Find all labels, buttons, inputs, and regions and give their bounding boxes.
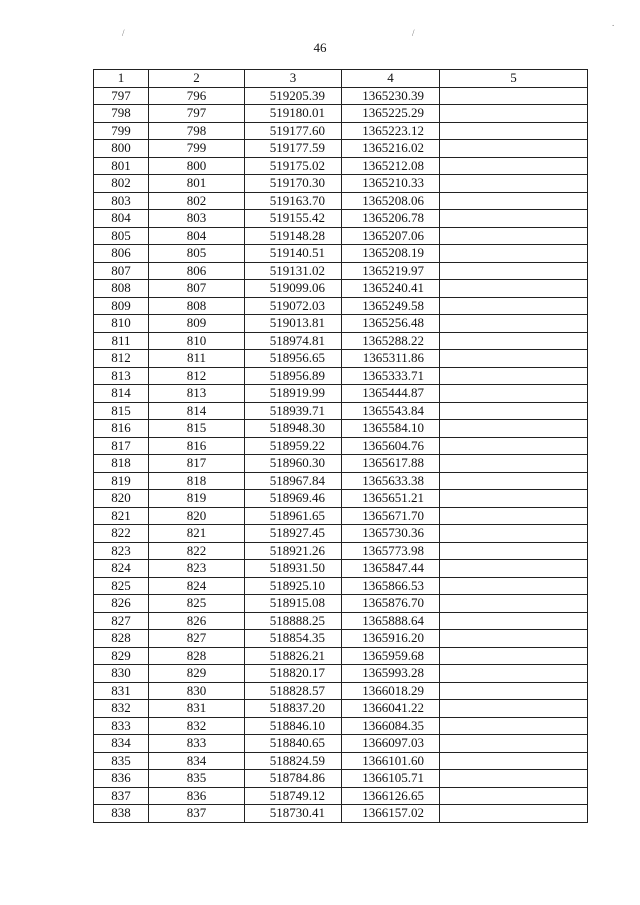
table-cell: 821 <box>94 507 149 525</box>
table-row <box>94 752 588 770</box>
table-row <box>94 332 588 350</box>
table-cell: 1365311.86 <box>342 350 440 368</box>
column-header: 5 <box>440 70 588 88</box>
table-cell: 834 <box>149 752 245 770</box>
table-cell: 518828.57 <box>245 682 342 700</box>
table-cell <box>440 245 588 263</box>
table-cell: 806 <box>94 245 149 263</box>
table-cell: 1365633.38 <box>342 472 440 490</box>
table-cell: 828 <box>94 630 149 648</box>
table-cell: 832 <box>94 700 149 718</box>
table-cell: 1365256.48 <box>342 315 440 333</box>
table-cell <box>440 157 588 175</box>
table-cell: 519099.06 <box>245 280 342 298</box>
table-cell: 1365543.84 <box>342 402 440 420</box>
table-cell: 798 <box>94 105 149 123</box>
table-cell: 835 <box>94 752 149 770</box>
table-cell: 809 <box>149 315 245 333</box>
table-cell: 799 <box>149 140 245 158</box>
table-cell: 519072.03 <box>245 297 342 315</box>
table-cell <box>440 525 588 543</box>
table-cell: 822 <box>149 542 245 560</box>
table-cell: 827 <box>94 612 149 630</box>
table-cell: 519163.70 <box>245 192 342 210</box>
table-cell: 805 <box>149 245 245 263</box>
table-cell: 806 <box>149 262 245 280</box>
table-cell <box>440 367 588 385</box>
table-cell <box>440 437 588 455</box>
table-cell: 519205.39 <box>245 87 342 105</box>
table-cell: 813 <box>149 385 245 403</box>
table-cell: 815 <box>94 402 149 420</box>
table-cell <box>440 752 588 770</box>
table-cell: 1365225.29 <box>342 105 440 123</box>
table-cell: 823 <box>149 560 245 578</box>
table-row <box>94 735 588 753</box>
table-row <box>94 612 588 630</box>
table-cell <box>440 350 588 368</box>
table-cell: 829 <box>94 647 149 665</box>
table-row <box>94 297 588 315</box>
table-cell: 519175.02 <box>245 157 342 175</box>
table-cell <box>440 402 588 420</box>
table-cell: 519148.28 <box>245 227 342 245</box>
table-cell <box>440 315 588 333</box>
table-cell: 518888.25 <box>245 612 342 630</box>
table-cell: 811 <box>94 332 149 350</box>
table-cell: 1365730.36 <box>342 525 440 543</box>
table-cell: 1366105.71 <box>342 770 440 788</box>
table-cell <box>440 647 588 665</box>
table-cell: 518959.22 <box>245 437 342 455</box>
table-cell: 1366097.03 <box>342 735 440 753</box>
table-row <box>94 87 588 105</box>
table-cell: 799 <box>94 122 149 140</box>
table-cell: 1366157.02 <box>342 805 440 823</box>
table-cell: 519013.81 <box>245 315 342 333</box>
table-cell <box>440 560 588 578</box>
table-cell: 1365617.88 <box>342 455 440 473</box>
table-cell: 812 <box>149 367 245 385</box>
table-row <box>94 175 588 193</box>
table-row <box>94 227 588 245</box>
table-cell: 801 <box>94 157 149 175</box>
table-cell: 804 <box>94 210 149 228</box>
table-cell: 817 <box>149 455 245 473</box>
table-cell: 1366084.35 <box>342 717 440 735</box>
table-cell: 813 <box>94 367 149 385</box>
table-cell: 1365847.44 <box>342 560 440 578</box>
table-cell <box>440 787 588 805</box>
table-row <box>94 245 588 263</box>
table-cell: 826 <box>149 612 245 630</box>
table-cell: 519131.02 <box>245 262 342 280</box>
table-cell: 518846.10 <box>245 717 342 735</box>
table-cell <box>440 700 588 718</box>
table-cell: 807 <box>149 280 245 298</box>
table-cell: 803 <box>94 192 149 210</box>
table-cell: 518939.71 <box>245 402 342 420</box>
table-cell: 809 <box>94 297 149 315</box>
table-cell <box>440 385 588 403</box>
table-cell <box>440 665 588 683</box>
table-row <box>94 717 588 735</box>
table-cell: 831 <box>94 682 149 700</box>
table-cell: 518840.65 <box>245 735 342 753</box>
table-cell <box>440 682 588 700</box>
table-cell: 822 <box>94 525 149 543</box>
table-cell: 518915.08 <box>245 595 342 613</box>
table-cell: 518749.12 <box>245 787 342 805</box>
table-cell: 518967.84 <box>245 472 342 490</box>
table-cell: 800 <box>94 140 149 158</box>
table-cell: 1365444.87 <box>342 385 440 403</box>
table-cell: 1365288.22 <box>342 332 440 350</box>
table-cell: 796 <box>149 87 245 105</box>
table-cell: 818 <box>149 472 245 490</box>
table-cell: 817 <box>94 437 149 455</box>
scan-artifact-mark: / <box>122 28 125 38</box>
table-row <box>94 665 588 683</box>
table-cell: 1365212.08 <box>342 157 440 175</box>
table-cell: 826 <box>94 595 149 613</box>
table-cell: 802 <box>94 175 149 193</box>
table-cell: 519177.60 <box>245 122 342 140</box>
table-cell: 797 <box>149 105 245 123</box>
table-cell: 834 <box>94 735 149 753</box>
table-cell <box>440 612 588 630</box>
table-cell: 1365773.98 <box>342 542 440 560</box>
table-row <box>94 385 588 403</box>
table-cell: 807 <box>94 262 149 280</box>
table-cell: 519170.30 <box>245 175 342 193</box>
table-cell: 1365866.53 <box>342 577 440 595</box>
table-cell: 1365208.06 <box>342 192 440 210</box>
table-cell: 830 <box>94 665 149 683</box>
table-row <box>94 577 588 595</box>
table-cell: 814 <box>94 385 149 403</box>
table-cell: 797 <box>94 87 149 105</box>
table-cell: 810 <box>149 332 245 350</box>
table-row <box>94 280 588 298</box>
table-row <box>94 630 588 648</box>
table-row <box>94 805 588 823</box>
table-cell <box>440 577 588 595</box>
table-cell: 824 <box>149 577 245 595</box>
table-row <box>94 105 588 123</box>
table-cell: 1365210.33 <box>342 175 440 193</box>
table-cell: 518927.45 <box>245 525 342 543</box>
table-row <box>94 122 588 140</box>
table-cell <box>440 297 588 315</box>
table-cell: 824 <box>94 560 149 578</box>
table-row <box>94 525 588 543</box>
table-cell <box>440 735 588 753</box>
table-cell: 823 <box>94 542 149 560</box>
table-row <box>94 542 588 560</box>
table-cell: 1365888.64 <box>342 612 440 630</box>
table-cell: 1366126.65 <box>342 787 440 805</box>
table-cell: 1365216.02 <box>342 140 440 158</box>
table-cell: 837 <box>94 787 149 805</box>
table-cell: 518956.89 <box>245 367 342 385</box>
table-cell: 800 <box>149 157 245 175</box>
scan-artifact-mark: / <box>412 28 415 38</box>
table-cell: 518730.41 <box>245 805 342 823</box>
table-cell <box>440 542 588 560</box>
table-cell: 833 <box>94 717 149 735</box>
table-cell: 1365651.21 <box>342 490 440 508</box>
table-row <box>94 157 588 175</box>
table-cell: 1365671.70 <box>342 507 440 525</box>
table-cell: 518826.21 <box>245 647 342 665</box>
table-cell: 1366041.22 <box>342 700 440 718</box>
table-cell <box>440 210 588 228</box>
table-cell: 1365993.28 <box>342 665 440 683</box>
table-row <box>94 595 588 613</box>
table-cell: 808 <box>94 280 149 298</box>
table-row <box>94 192 588 210</box>
table-cell: 518969.46 <box>245 490 342 508</box>
table-cell: 518824.59 <box>245 752 342 770</box>
table-cell <box>440 140 588 158</box>
table-row <box>94 367 588 385</box>
table-cell: 836 <box>94 770 149 788</box>
table-cell: 1366018.29 <box>342 682 440 700</box>
table-cell: 1365604.76 <box>342 437 440 455</box>
table-cell <box>440 105 588 123</box>
table-header-row <box>94 70 588 88</box>
table-cell: 821 <box>149 525 245 543</box>
table-row <box>94 682 588 700</box>
table-cell: 518931.50 <box>245 560 342 578</box>
table-row <box>94 455 588 473</box>
table-cell: 518956.65 <box>245 350 342 368</box>
table-cell: 818 <box>94 455 149 473</box>
table-row <box>94 262 588 280</box>
table-cell: 1365206.78 <box>342 210 440 228</box>
table-cell: 1365584.10 <box>342 420 440 438</box>
column-header: 3 <box>245 70 342 88</box>
table-cell <box>440 420 588 438</box>
table-cell <box>440 490 588 508</box>
table-row <box>94 315 588 333</box>
table-cell: 828 <box>149 647 245 665</box>
table-cell <box>440 122 588 140</box>
table-cell: 518837.20 <box>245 700 342 718</box>
table-row <box>94 647 588 665</box>
table-cell: 812 <box>94 350 149 368</box>
table-cell: 1365207.06 <box>342 227 440 245</box>
table-cell: 819 <box>149 490 245 508</box>
table-cell: 519180.01 <box>245 105 342 123</box>
table-row <box>94 770 588 788</box>
table-cell <box>440 262 588 280</box>
table-cell <box>440 630 588 648</box>
coordinates-table <box>93 69 588 823</box>
table-cell: 811 <box>149 350 245 368</box>
table-cell <box>440 455 588 473</box>
table-cell: 1365240.41 <box>342 280 440 298</box>
page-number: 46 <box>313 40 327 55</box>
table-cell <box>440 507 588 525</box>
table-cell: 518784.86 <box>245 770 342 788</box>
table-cell: 1365333.71 <box>342 367 440 385</box>
table-cell: 835 <box>149 770 245 788</box>
table-cell: 519177.59 <box>245 140 342 158</box>
table-row <box>94 472 588 490</box>
column-header: 1 <box>94 70 149 88</box>
table-cell: 836 <box>149 787 245 805</box>
table-cell <box>440 717 588 735</box>
table-cell: 819 <box>94 472 149 490</box>
table-cell <box>440 175 588 193</box>
table-cell: 518854.35 <box>245 630 342 648</box>
table-cell <box>440 280 588 298</box>
table-cell: 798 <box>149 122 245 140</box>
table-cell: 518820.17 <box>245 665 342 683</box>
table-cell: 518974.81 <box>245 332 342 350</box>
table-cell: 808 <box>149 297 245 315</box>
table-cell: 1365219.97 <box>342 262 440 280</box>
table-cell: 802 <box>149 192 245 210</box>
table-cell: 815 <box>149 420 245 438</box>
table-row <box>94 140 588 158</box>
table-cell: 820 <box>94 490 149 508</box>
table-cell <box>440 192 588 210</box>
table-cell: 825 <box>94 577 149 595</box>
table-row <box>94 437 588 455</box>
table-cell <box>440 87 588 105</box>
table-cell: 810 <box>94 315 149 333</box>
table-cell: 1365249.58 <box>342 297 440 315</box>
table-cell: 831 <box>149 700 245 718</box>
table-row <box>94 507 588 525</box>
table-row <box>94 420 588 438</box>
table-row <box>94 560 588 578</box>
table-cell: 803 <box>149 210 245 228</box>
table-cell: 820 <box>149 507 245 525</box>
table-row <box>94 402 588 420</box>
table-cell: 519155.42 <box>245 210 342 228</box>
table-cell: 825 <box>149 595 245 613</box>
table-cell: 829 <box>149 665 245 683</box>
table-cell: 801 <box>149 175 245 193</box>
table-cell: 814 <box>149 402 245 420</box>
table-cell: 519140.51 <box>245 245 342 263</box>
table-body <box>94 87 588 822</box>
table-cell <box>440 595 588 613</box>
table-cell: 830 <box>149 682 245 700</box>
table-cell: 838 <box>94 805 149 823</box>
table-row <box>94 350 588 368</box>
table-cell <box>440 472 588 490</box>
table-cell: 816 <box>94 420 149 438</box>
table-cell: 816 <box>149 437 245 455</box>
table-cell: 1365230.39 <box>342 87 440 105</box>
table-cell: 1365916.20 <box>342 630 440 648</box>
table-cell: 518960.30 <box>245 455 342 473</box>
table-row <box>94 700 588 718</box>
table-cell <box>440 805 588 823</box>
table-cell: 518919.99 <box>245 385 342 403</box>
table-cell: 805 <box>94 227 149 245</box>
table-cell: 518921.26 <box>245 542 342 560</box>
table-cell: 518925.10 <box>245 577 342 595</box>
table-cell <box>440 332 588 350</box>
table-cell: 518961.65 <box>245 507 342 525</box>
column-header: 4 <box>342 70 440 88</box>
table-row <box>94 210 588 228</box>
table-cell: 837 <box>149 805 245 823</box>
table-cell: 827 <box>149 630 245 648</box>
table-row <box>94 787 588 805</box>
table-cell: 1365208.19 <box>342 245 440 263</box>
column-header: 2 <box>149 70 245 88</box>
table-cell: 1365876.70 <box>342 595 440 613</box>
table-cell: 1366101.60 <box>342 752 440 770</box>
table-cell <box>440 227 588 245</box>
table-cell: 833 <box>149 735 245 753</box>
table-cell: 832 <box>149 717 245 735</box>
table-row <box>94 490 588 508</box>
table-cell: 1365959.68 <box>342 647 440 665</box>
table-cell: 804 <box>149 227 245 245</box>
table-cell: 518948.30 <box>245 420 342 438</box>
scan-artifact-mark: . <box>612 18 615 28</box>
table-cell <box>440 770 588 788</box>
table-cell: 1365223.12 <box>342 122 440 140</box>
